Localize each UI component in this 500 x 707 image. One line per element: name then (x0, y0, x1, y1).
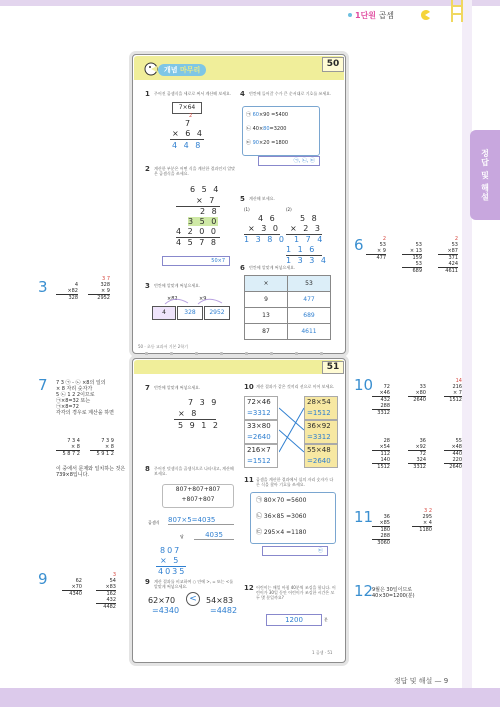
a7-line-1: 7 3 ㉠ - ㉡ ×8의 일의 (56, 380, 106, 386)
answer-7-number: 7 (38, 376, 48, 394)
top-strip (0, 0, 500, 6)
answer-3-right (88, 276, 110, 301)
q6-row3-b: 4611 (288, 324, 331, 340)
a9-a2: ×70 (62, 584, 82, 591)
a10-c4-3: 140 (372, 457, 390, 464)
q1-text: 주어진 곱셈식을 세로로 써서 계산해 보세요. (154, 91, 232, 96)
q1-result: 4 4 8 (172, 141, 203, 150)
a10-c3-1: 216 (452, 384, 462, 390)
a6-c3-5: 4611 (445, 268, 458, 274)
a7-c2b: × 8 (90, 444, 114, 451)
a7-line-3: 5 ㉡ 1 2 2이므로 (56, 392, 95, 398)
page-51-footer: 1 곱셈 · 51 (312, 650, 333, 655)
mascot-icon (144, 62, 158, 76)
q10-number: 10 (244, 383, 254, 391)
q10-l1-result: =3312 (244, 408, 278, 420)
q11-text: 곱셈을 계산한 결과에서 십의 자리 숫자가 다른 식을 찾아 기호를 쓰세요. (256, 477, 334, 487)
a7-line-2: × 8 자리 숫자가 (56, 386, 93, 392)
q11-row-3: ㉢ 295×4 =1180 (256, 529, 307, 536)
page-50-footer: 50 · 초등 교과서 기본 2학기 (138, 344, 189, 349)
q5b-line-4: 1 1 6 (286, 245, 317, 254)
q4-r3-fill: 90 (252, 140, 259, 146)
answer-12-number: 12 (354, 582, 374, 600)
a10-c1-4: 3312 (377, 410, 390, 416)
q6-row2-b: 689 (288, 308, 331, 324)
a7-line-5: ㉠×8=72 (56, 404, 79, 410)
q6-text: 빈칸에 알맞게 써넣으세요. (249, 265, 296, 270)
q9-left: 62×70 (148, 596, 176, 605)
q6-row3-a: 87 (245, 324, 288, 340)
q4-r1-rest: ×90 =5400 (258, 112, 289, 118)
a10-c1-0: 72 (383, 384, 390, 390)
q3-box-a: 4 (152, 306, 176, 320)
q4-r2-fill: 80 (263, 126, 270, 132)
q12-unit: 분 (324, 617, 328, 622)
q6-head-op: × (245, 276, 288, 292)
q4-r2-label: ㉡ (246, 126, 252, 132)
q5b-result: 1 3 3 4 (286, 256, 328, 265)
a11-c1-3: 288 (372, 533, 390, 540)
q7-line-2: × 8 (178, 409, 199, 418)
a7-c2c: 5 9 1 2 (96, 451, 114, 457)
q8-vert-3: 4035 (158, 567, 187, 576)
a10-c3-0: 14 (455, 378, 462, 384)
answer-9-left (62, 578, 82, 597)
unit-dot-icon (348, 13, 352, 17)
q10-left-col (244, 396, 278, 468)
ladder-icon (450, 0, 464, 22)
answer-11-c1 (372, 514, 390, 546)
a6-c3-0: 2 (454, 236, 458, 242)
answer-3-left (56, 282, 78, 301)
q8-sum-1: 807+807+807 (175, 486, 221, 493)
a10-c6-0: 55 (455, 438, 462, 444)
a6-c2-2: 159 (412, 255, 422, 261)
q11-number: 11 (244, 476, 254, 484)
q5a-result: 1 3 8 0 (244, 235, 286, 244)
a3-r1: 328 (100, 282, 110, 288)
q8-expr: 807×5=4035 (168, 516, 234, 525)
answer-10-c4 (372, 438, 390, 470)
q8-text: 주어진 덧셈식을 곱셈식으로 나타내고, 계산해 보세요. (154, 466, 234, 476)
a6-c1-1: 53 (379, 242, 386, 248)
a10-c5-4: 3312 (413, 464, 426, 470)
q2-highlight: 3 5 0 (188, 217, 219, 226)
q2-line-3: 2 8 (200, 207, 219, 216)
q1-expr-box: 7×64 (172, 102, 202, 114)
a10-c3-3: 1512 (449, 397, 462, 403)
a3-l3: 328 (68, 295, 78, 301)
q8-vert-1: 807 (160, 546, 182, 555)
q5-text: 계산해 보세요. (249, 196, 275, 201)
a9-a1: 62 (75, 578, 82, 584)
q9-number: 9 (145, 578, 150, 586)
q10-l2: 33×80 (244, 420, 278, 432)
q5b-line-1: 5 8 (300, 214, 319, 223)
a12-line-1: 9월은 30일이므로 (372, 587, 413, 593)
unit-title: 곱셈 (378, 11, 395, 20)
q4-answer (258, 156, 320, 166)
a11-c1-2: 180 (380, 527, 390, 533)
page-51-header (134, 360, 344, 374)
footer-strip (0, 688, 500, 707)
q5-part-2: (2) (286, 207, 292, 212)
q8-sum-2: +807+807 (181, 496, 215, 503)
a7-c1b: × 8 (56, 444, 80, 451)
q11-row-1: ㉠ 80×70 =5600 (256, 497, 307, 504)
a7-c1c: 5 8 7 2 (62, 451, 80, 457)
q12-number: 12 (244, 584, 254, 592)
q10-r1: 28×54 (304, 396, 338, 408)
answer-9-number: 9 (38, 570, 48, 588)
q6-head-val: 53 (288, 276, 331, 292)
q4-r3-rest: ×20 =1800 (258, 140, 289, 146)
q12-text: 어린이는 매일 아침 40분씩 조깅을 합니다. 어린이가 30일 동안 어린이가 조깅한 시간은 모두 몇 분일까요? (256, 585, 336, 600)
q12-answer: 1200 (285, 616, 303, 624)
a10-c1-3: 288 (372, 403, 390, 410)
q4-r3-label: ㉢ (246, 140, 252, 146)
answer-7-case-1 (56, 438, 80, 457)
a10-c4-0: 28 (383, 438, 390, 444)
a6-c2-0: 53 (415, 242, 422, 248)
answer-6-c3 (438, 236, 458, 274)
q8-number: 8 (145, 465, 150, 473)
a6-c2-1: × 13 (402, 248, 422, 255)
q8-label-ans: 답 (180, 534, 184, 539)
q6-row2-a: 13 (245, 308, 288, 324)
q7-line-3: 5 9 1 2 (178, 421, 220, 430)
q2-line-5: 4 2 0 0 (176, 227, 218, 236)
a6-c3-2: ×87 (438, 248, 458, 255)
q3-number: 3 (145, 282, 150, 290)
a6-c3-4: 424 (438, 261, 458, 268)
q10-r2-result: =3312 (304, 432, 338, 444)
footer-text: 정답 및 해설 — 9 (394, 677, 449, 685)
a10-c4-4: 1512 (377, 464, 390, 470)
a11-c1-4: 3060 (377, 540, 390, 546)
a10-c2-2: 2640 (413, 397, 426, 403)
a10-c6-1: ×48 (444, 444, 462, 451)
a10-c5-0: 36 (419, 438, 426, 444)
q5-part-1: (1) (244, 207, 250, 212)
a10-c1-1: ×46 (372, 390, 390, 397)
a7-c2a: 7 3 9 (101, 438, 114, 444)
q4-number: 4 (240, 90, 245, 98)
a11-c1-1: ×85 (372, 520, 390, 527)
q9-left-result: =4340 (152, 606, 180, 615)
answer-6-c1 (366, 236, 386, 261)
title-part-1: 개념 (164, 66, 178, 74)
unit-number: 1단원 (355, 11, 377, 20)
q12-answer-box (266, 614, 322, 626)
answer-10-c6 (444, 438, 462, 470)
a10-c6-3: 220 (444, 457, 462, 464)
a11-c2-0: 3 2 (424, 508, 432, 514)
q4-answer-text: ㉠, ㉡, ㉢ (293, 158, 315, 164)
q5a-line-2: × 3 0 (248, 224, 280, 233)
q10-l3: 216×7 (244, 444, 278, 456)
q2-line-2: × 7 (196, 196, 217, 205)
q5-number: 5 (240, 195, 245, 203)
a11-c2-1: 295 (422, 514, 432, 520)
a9-b5: 4482 (103, 604, 116, 610)
q3-op-2: ×9 (199, 296, 207, 302)
q3-box-c: 2952 (204, 306, 230, 320)
q4-r1-label: ㉠ (246, 112, 252, 118)
q3-arrows (160, 295, 230, 305)
q4-text: 빈칸에 들어갈 수가 큰 순서대로 기호를 쓰세요. (249, 91, 332, 96)
a7-c1a: 7 3 4 (67, 438, 80, 444)
q11-answer (262, 546, 328, 556)
q2-answer (162, 256, 230, 266)
title-part-2: 마무리 (179, 66, 201, 74)
a9-b2: ×83 (96, 584, 116, 591)
page-title (158, 64, 206, 76)
q6-row1-a: 9 (245, 292, 288, 308)
q4-row-3 (246, 140, 288, 146)
q9-text: 계산 결과를 비교하여 ○ 안에 >, = 또는 <를 알맞게 써넣으세요. (154, 579, 234, 589)
answer-10-number: 10 (354, 376, 374, 394)
a3-r2: × 9 (88, 288, 110, 295)
a9-b3: 162 (106, 591, 116, 597)
q10-l2-result: =2640 (244, 432, 278, 444)
a10-c1-2: 432 (380, 397, 390, 403)
answer-3-number: 3 (38, 278, 48, 296)
a10-c5-3: 324 (408, 457, 426, 464)
q10-r3-result: =2640 (304, 456, 338, 468)
q2-answer-text: 50×7 (211, 258, 225, 264)
q10-l3-result: =1512 (244, 456, 278, 468)
q5b-line-2: × 2 3 (290, 224, 322, 233)
q11-answer-text: ㉢ (317, 548, 323, 554)
q3-op-1: ×82 (167, 296, 178, 302)
a7-line-4: ㉠×8=32 또는 (56, 398, 91, 404)
a10-c4-1: ×54 (372, 444, 390, 451)
answer-7-case-2 (90, 438, 114, 457)
q7-number: 7 (145, 384, 150, 392)
a6-c3-3: 371 (448, 255, 458, 261)
answer-6-number: 6 (354, 236, 364, 254)
q4-row-1 (246, 112, 288, 118)
a6-c1-3: 477 (376, 255, 386, 261)
page-number-50: 50 (322, 57, 344, 72)
a9-b0: 3 (112, 572, 116, 578)
q10-r3: 55×48 (304, 444, 338, 456)
q2-line-6: 4 5 7 8 (176, 238, 218, 247)
answer-11-number: 11 (354, 508, 374, 526)
a12-line-2: 40×30=1200(분) (372, 593, 415, 599)
a11-c2-3: 1180 (419, 527, 432, 533)
q8-vert-2: × 5 (160, 556, 181, 565)
a6-c3-1: 53 (451, 242, 458, 248)
unit-label (355, 10, 394, 21)
a3-r3: 2952 (97, 295, 110, 301)
a10-c6-2: 440 (452, 451, 462, 457)
q10-r2: 36×92 (304, 420, 338, 432)
q8-answer: 4035 (194, 531, 234, 540)
answer-7-explanation (56, 380, 128, 416)
q9-compare-circle: < (186, 592, 200, 606)
a9-b1: 54 (109, 578, 116, 584)
a10-c4-2: 112 (380, 451, 390, 457)
a6-c2-4: 689 (412, 268, 422, 274)
q9-right-result: =4482 (210, 606, 238, 615)
q10-match-lines (279, 396, 304, 464)
a3-r0: 3 7 (102, 276, 110, 282)
page-number-51: 51 (322, 361, 344, 374)
answer-11-c2 (412, 508, 432, 533)
side-tab: 정답 및 해설 (470, 130, 500, 220)
a10-c2-1: ×80 (408, 390, 426, 397)
q11-row-2: ㉡ 36×85 =3060 (256, 513, 307, 520)
q3-text: 빈칸에 알맞게 써넣으세요. (154, 283, 201, 288)
q6-table (244, 275, 331, 340)
q4-r1-fill: 60 (252, 112, 259, 118)
a10-c3-2: × 7 (444, 390, 462, 397)
q1-carry: 2 (189, 113, 193, 119)
a6-c2-3: 53 (402, 261, 422, 268)
a11-c2-2: × 4 (412, 520, 432, 527)
q4-row-2 (246, 126, 286, 132)
q10-right-col (304, 396, 338, 468)
q2-text: 계산한 부분은 어떤 식을 계산한 결과인지 알맞은 곱셈식을 쓰세요. (154, 166, 236, 176)
a6-c1-0: 2 (382, 236, 386, 242)
q7-line-1: 7 3 9 (188, 398, 219, 407)
answer-10-c2 (408, 384, 426, 403)
a10-c5-1: ×92 (408, 444, 426, 451)
q6-number: 6 (240, 264, 245, 272)
a9-b4: 432 (96, 597, 116, 604)
q2-number: 2 (145, 165, 150, 173)
a10-c2-0: 33 (419, 384, 426, 390)
a7-line-6: 각각의 경우로 계산을 하면 (56, 410, 114, 416)
answer-6-c2 (402, 242, 422, 274)
answer-10-c1 (372, 384, 390, 416)
q10-r1-result: =1512 (304, 408, 338, 420)
a10-c6-4: 2640 (449, 464, 462, 470)
a6-c1-2: × 9 (366, 248, 386, 255)
a3-l1: 4 (74, 282, 78, 288)
q8-label-expr: 곱셈식 (148, 520, 160, 525)
q5b-line-3: 1 7 4 (294, 235, 325, 244)
q4-r2-rest: =3200 (269, 126, 287, 132)
a10-c5-2: 72 (419, 451, 426, 457)
q10-text: 계산 결과가 같은 것끼리 선으로 이어 보세요. (256, 384, 335, 389)
q10-l1: 72×46 (244, 396, 278, 408)
q5a-line-1: 4 6 (258, 214, 277, 223)
q4-r2-a: 40× (252, 126, 264, 132)
q1-line-1: 7 (185, 119, 193, 128)
q1-rule (170, 139, 204, 140)
q6-row1-b: 477 (288, 292, 331, 308)
q1-number: 1 (145, 90, 150, 98)
pacman-icon (420, 10, 430, 20)
q7-text: 빈칸에 알맞게 써넣으세요. (154, 385, 201, 390)
a11-c1-0: 36 (383, 514, 390, 520)
q3-box-b: 328 (177, 306, 203, 320)
answer-10-c5 (408, 438, 426, 470)
answer-9-right (96, 572, 116, 610)
q7-rule (174, 419, 216, 420)
q1-line-2: × 6 4 (172, 129, 204, 138)
a3-l2: ×82 (56, 288, 78, 295)
q8-sum-box (162, 484, 234, 508)
q9-right: 54×83 (206, 596, 234, 605)
answer-7-note: 이 중에서 문제와 일치하는 것은 739×8입니다. (56, 466, 126, 478)
a9-a3: 4340 (69, 591, 82, 597)
right-side-bar (462, 0, 472, 707)
answer-12-text (372, 587, 452, 599)
answer-10-c3 (444, 378, 462, 403)
q2-line-1: 6 5 4 (190, 185, 221, 194)
